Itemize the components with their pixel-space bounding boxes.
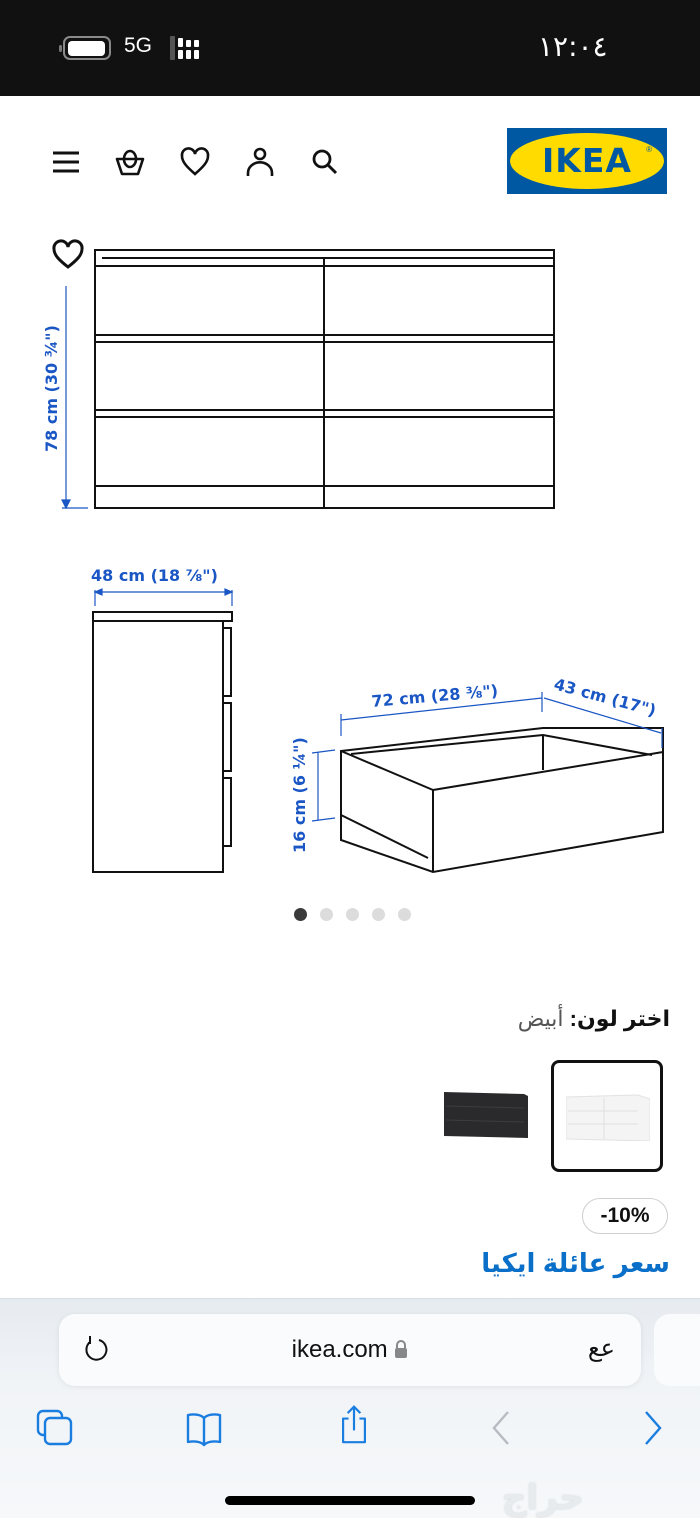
bookmarks-icon[interactable]	[184, 1408, 224, 1448]
battery-icon	[63, 36, 111, 60]
favourite-heart-icon[interactable]	[50, 238, 86, 270]
black-dresser-thumbnail	[444, 1090, 528, 1138]
url-text: ikea.com	[291, 1336, 388, 1363]
text-size-button[interactable]: عع	[587, 1334, 615, 1362]
image-pagination	[294, 908, 411, 922]
network-type: 5G	[124, 34, 153, 57]
search-icon[interactable]	[309, 146, 341, 178]
next-tab-address-bar[interactable]	[654, 1314, 700, 1386]
logo-text: IKEA	[542, 141, 632, 180]
ikea-logo[interactable]: IKEA ®	[507, 128, 667, 194]
depth-dimension: 48 cm (18 ⅞")	[91, 566, 218, 585]
menu-icon[interactable]	[50, 146, 82, 178]
color-picker-label: اختر لون: أبيض	[517, 1006, 670, 1031]
drawer-depth-dimension: 43 cm (17")	[551, 674, 659, 720]
heart-icon[interactable]	[179, 146, 211, 178]
drawer-width-dimension: 72 cm (28 ⅜")	[370, 680, 499, 711]
white-dresser-thumbnail	[566, 1093, 650, 1141]
height-dimension: 78 cm (30 ¾")	[42, 325, 61, 452]
color-option-black-brown[interactable]	[432, 1060, 544, 1172]
pagination-dot-5[interactable]	[398, 908, 411, 921]
ikea-family-price-label[interactable]: سعر عائلة ايكيا	[481, 1248, 670, 1278]
pagination-dot-4[interactable]	[372, 908, 385, 921]
watermark-logo: حراج	[502, 1478, 584, 1518]
status-bar	[0, 0, 700, 96]
address-bar[interactable]	[59, 1314, 641, 1386]
signal-bars-icon	[170, 36, 206, 60]
pagination-dot-3[interactable]	[346, 908, 359, 921]
color-option-white[interactable]	[551, 1060, 663, 1172]
drawer-height-dimension: 16 cm (6 ¼")	[290, 737, 309, 853]
back-icon[interactable]	[482, 1408, 522, 1448]
basket-icon[interactable]	[114, 146, 146, 178]
pagination-dot-2[interactable]	[320, 908, 333, 921]
discount-badge: -10%	[582, 1198, 668, 1234]
home-indicator[interactable]	[225, 1496, 475, 1505]
tabs-icon[interactable]	[35, 1408, 75, 1448]
forward-icon[interactable]	[632, 1408, 672, 1448]
product-dimension-diagram[interactable]	[0, 220, 700, 900]
share-icon[interactable]	[334, 1404, 374, 1444]
user-icon[interactable]	[244, 146, 276, 178]
selected-color-value: أبيض	[517, 1006, 564, 1031]
pagination-dot-1[interactable]	[294, 908, 307, 921]
lock-icon	[394, 1340, 408, 1358]
status-time: ١٢:٠٤	[538, 30, 608, 63]
